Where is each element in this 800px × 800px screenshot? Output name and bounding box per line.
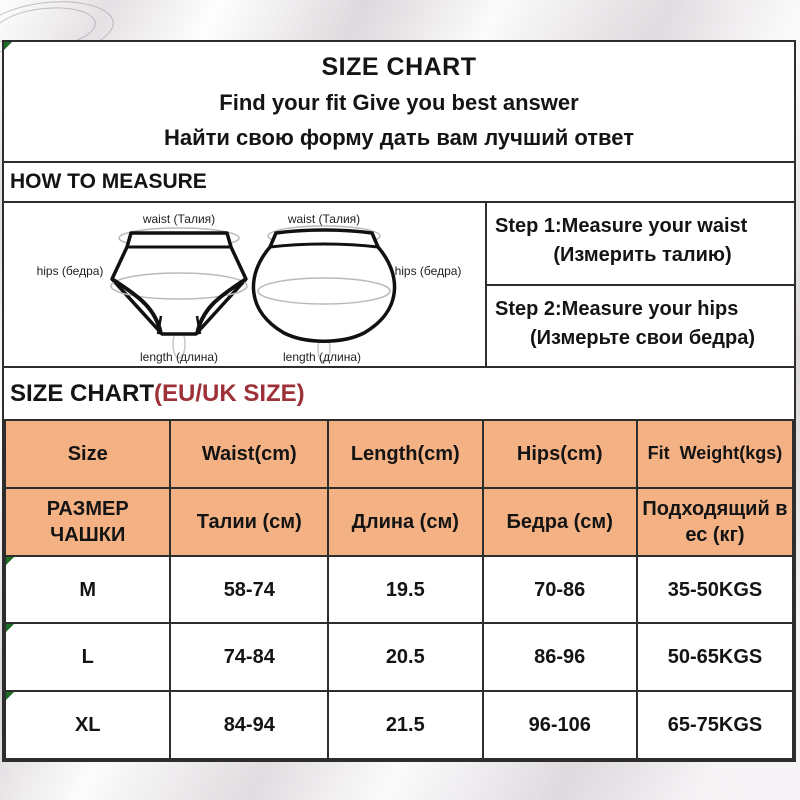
step-2-text: Step 2:Measure your hips: [495, 297, 739, 320]
step-1-text: Step 1:Measure your waist: [495, 215, 748, 237]
how-to-measure-heading: HOW TO MEASURE: [4, 163, 794, 203]
boyshort-diagram: [253, 226, 394, 362]
table-header-row-en: [5, 420, 793, 488]
table-row-l: [5, 623, 793, 691]
cell-length: 19.5: [328, 556, 482, 623]
length-label-right: length (длина): [282, 350, 362, 364]
excel-corner-marker: [4, 42, 12, 50]
cell-waist: 74-84: [170, 623, 328, 691]
table-row-m: [5, 556, 793, 623]
hips-label-right: hips (бедра): [394, 264, 462, 278]
size-chart-panel: [2, 40, 796, 762]
cell-hips: 70-86: [483, 556, 637, 623]
brief-diagram: [111, 228, 247, 358]
cell-weight: 50-65KGS: [637, 623, 793, 691]
header-waist-ru: Талии (см): [170, 488, 328, 556]
cell-weight: 35-50KGS: [637, 556, 793, 623]
header-size: Size: [5, 420, 170, 488]
waist-label-left: waist (Талия): [142, 212, 216, 226]
header-hips-ru: Бедра (см): [483, 488, 637, 556]
excel-corner-marker: [6, 692, 14, 700]
excel-corner-marker: [6, 624, 14, 632]
size-table: [4, 419, 794, 760]
table-row-xl: [5, 691, 793, 759]
subtitle-ru: Найти свою форму дать вам лучший ответ: [163, 124, 635, 150]
size-chart-heading: [4, 368, 794, 419]
excel-corner-marker: [6, 557, 14, 565]
page-title: SIZE CHART: [321, 52, 477, 81]
cell-length: 20.5: [328, 623, 482, 691]
cell-hips: 86-96: [483, 623, 637, 691]
length-label-left: length (длина): [139, 350, 219, 364]
header-size-ru: РАЗМЕР ЧАШКИ: [5, 488, 170, 556]
step-2-text-ru: (Измерьте свои бедра): [529, 326, 756, 349]
measure-steps: [485, 203, 794, 366]
table-header-row-ru: [5, 488, 793, 556]
measure-band: [4, 203, 794, 368]
subtitle-en: Find your fit Give you best answer: [219, 90, 579, 115]
cell-weight: 65-75KGS: [637, 691, 793, 759]
header-length: Length(cm): [328, 420, 482, 488]
header-hips: Hips(cm): [483, 420, 637, 488]
cell-size: XL: [5, 691, 170, 759]
cell-length: 21.5: [328, 691, 482, 759]
waist-label-right: waist (Талия): [287, 212, 361, 226]
header-fit-weight-ru: Подходящий в ес (кг): [637, 488, 793, 556]
measure-diagrams: [4, 203, 485, 366]
panty-diagrams-svg: [4, 203, 485, 366]
header-waist: Waist(cm): [170, 420, 328, 488]
size-chart-heading-red: (EU/UK SIZE): [154, 379, 305, 407]
cell-size: L: [5, 623, 170, 691]
header-length-ru: Длина (см): [328, 488, 482, 556]
cell-hips: 96-106: [483, 691, 637, 759]
step-1-text-ru: (Измерить талию): [553, 244, 732, 266]
step-2: [487, 286, 794, 367]
title-block: [4, 42, 794, 163]
cell-waist: 84-94: [170, 691, 328, 759]
step-1: [487, 203, 794, 286]
header-fit-weight: Fit Weight(kgs): [637, 420, 793, 488]
cell-waist: 58-74: [170, 556, 328, 623]
size-chart-heading-black: SIZE CHART: [10, 379, 154, 407]
cell-size: M: [5, 556, 170, 623]
hips-label-left: hips (бедра): [36, 264, 104, 278]
